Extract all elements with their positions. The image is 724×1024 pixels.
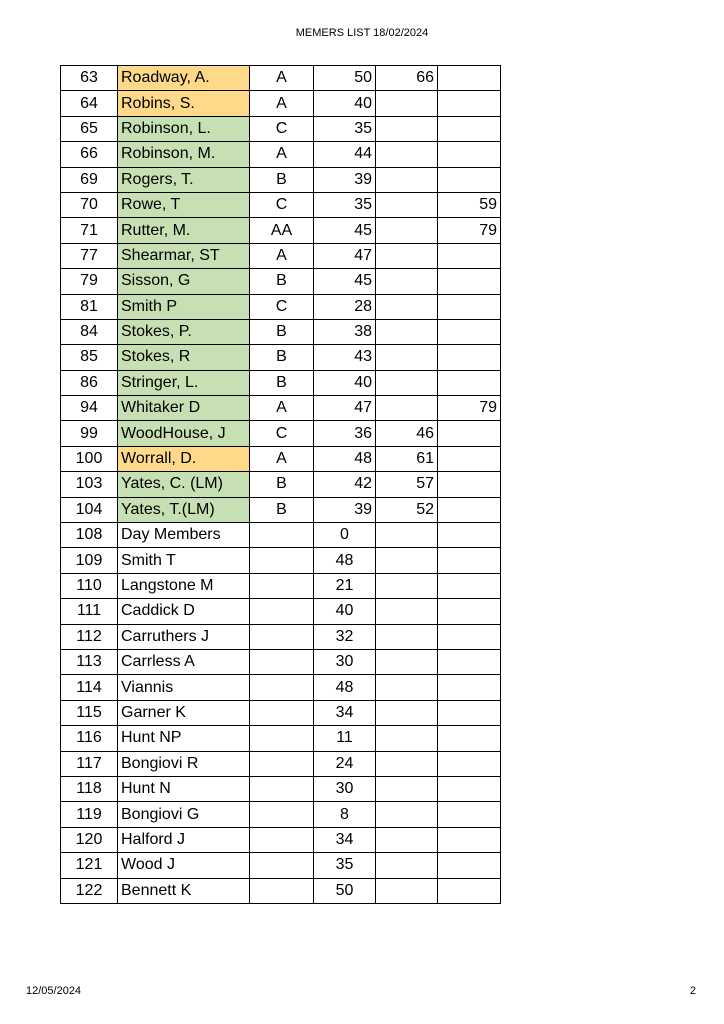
member-grade-cell: B: [250, 345, 314, 370]
member-extra2-cell: [438, 142, 501, 167]
member-name-cell: Langstone M: [118, 573, 250, 598]
table-row: [61, 599, 501, 624]
member-extra2-cell: [438, 776, 501, 801]
member-number-cell: 112: [61, 624, 118, 649]
table-row: [61, 116, 501, 141]
member-number-cell: 121: [61, 853, 118, 878]
member-grade-cell: AA: [250, 218, 314, 243]
member-value-cell: 28: [314, 294, 376, 319]
member-name-cell: Carruthers J: [118, 624, 250, 649]
member-extra2-cell: [438, 523, 501, 548]
member-extra2-cell: [438, 243, 501, 268]
member-value-cell: 11: [314, 726, 376, 751]
member-number-cell: 64: [61, 91, 118, 116]
member-number-cell: 119: [61, 802, 118, 827]
member-name-cell: Wood J: [118, 853, 250, 878]
member-number-cell: 66: [61, 142, 118, 167]
member-value-cell: 36: [314, 421, 376, 446]
table-row: [61, 142, 501, 167]
member-grade-cell: A: [250, 446, 314, 471]
member-name-cell: Stringer, L.: [118, 370, 250, 395]
member-number-cell: 71: [61, 218, 118, 243]
member-extra1-cell: 66: [376, 66, 438, 91]
member-extra1-cell: [376, 624, 438, 649]
member-name-cell: Halford J: [118, 827, 250, 852]
member-grade-cell: [250, 776, 314, 801]
table-row: [61, 497, 501, 522]
table-row: [61, 294, 501, 319]
member-extra2-cell: [438, 802, 501, 827]
member-name-cell: Yates, C. (LM): [118, 472, 250, 497]
member-extra1-cell: [376, 91, 438, 116]
member-name-cell: Robins, S.: [118, 91, 250, 116]
member-value-cell: 35: [314, 192, 376, 217]
member-grade-cell: B: [250, 269, 314, 294]
table-row: [61, 853, 501, 878]
member-grade-cell: [250, 827, 314, 852]
member-extra2-cell: 79: [438, 396, 501, 421]
member-extra1-cell: [376, 294, 438, 319]
member-value-cell: 0: [314, 523, 376, 548]
member-extra2-cell: [438, 167, 501, 192]
table-row: [61, 573, 501, 598]
member-extra2-cell: [438, 319, 501, 344]
member-extra1-cell: 61: [376, 446, 438, 471]
member-extra2-cell: [438, 497, 501, 522]
member-grade-cell: B: [250, 472, 314, 497]
member-number-cell: 108: [61, 523, 118, 548]
member-value-cell: 35: [314, 853, 376, 878]
member-name-cell: Smith T: [118, 548, 250, 573]
member-number-cell: 122: [61, 878, 118, 903]
member-grade-cell: [250, 751, 314, 776]
member-number-cell: 81: [61, 294, 118, 319]
member-value-cell: 43: [314, 345, 376, 370]
member-name-cell: Caddick D: [118, 599, 250, 624]
footer-date: 12/05/2024: [26, 985, 82, 997]
member-name-cell: Worrall, D.: [118, 446, 250, 471]
table-row: [61, 726, 501, 751]
table-row: [61, 624, 501, 649]
member-extra2-cell: [438, 421, 501, 446]
member-extra1-cell: [376, 269, 438, 294]
table-row: [61, 827, 501, 852]
member-name-cell: Rogers, T.: [118, 167, 250, 192]
table-row: [61, 523, 501, 548]
member-extra1-cell: [376, 396, 438, 421]
member-extra1-cell: [376, 167, 438, 192]
table-row: [61, 446, 501, 471]
member-name-cell: Hunt N: [118, 776, 250, 801]
member-extra1-cell: [376, 599, 438, 624]
member-grade-cell: C: [250, 294, 314, 319]
member-extra2-cell: [438, 370, 501, 395]
member-extra2-cell: [438, 599, 501, 624]
table-row: [61, 192, 501, 217]
member-extra1-cell: [376, 776, 438, 801]
member-extra2-cell: [438, 573, 501, 598]
member-extra1-cell: [376, 142, 438, 167]
member-grade-cell: C: [250, 192, 314, 217]
member-grade-cell: C: [250, 421, 314, 446]
member-number-cell: 100: [61, 446, 118, 471]
member-grade-cell: B: [250, 497, 314, 522]
member-extra2-cell: [438, 91, 501, 116]
table-row: [61, 370, 501, 395]
member-number-cell: 118: [61, 776, 118, 801]
member-name-cell: Hunt NP: [118, 726, 250, 751]
member-number-cell: 115: [61, 700, 118, 725]
member-name-cell: Bennett K: [118, 878, 250, 903]
member-name-cell: Day Members: [118, 523, 250, 548]
member-grade-cell: [250, 523, 314, 548]
member-extra1-cell: [376, 523, 438, 548]
member-number-cell: 79: [61, 269, 118, 294]
page-title: MEMERS LIST 18/02/2024: [295, 27, 429, 39]
table-row: [61, 649, 501, 674]
member-extra2-cell: [438, 675, 501, 700]
member-number-cell: 69: [61, 167, 118, 192]
table-row: [61, 878, 501, 903]
member-name-cell: Bongiovi G: [118, 802, 250, 827]
member-grade-cell: A: [250, 91, 314, 116]
member-extra1-cell: [376, 726, 438, 751]
table-row: [61, 700, 501, 725]
member-value-cell: 34: [314, 700, 376, 725]
member-value-cell: 30: [314, 649, 376, 674]
member-extra2-cell: 59: [438, 192, 501, 217]
table-row: [61, 243, 501, 268]
table-row: [61, 91, 501, 116]
member-name-cell: Carrless A: [118, 649, 250, 674]
member-extra1-cell: [376, 675, 438, 700]
member-grade-cell: A: [250, 396, 314, 421]
member-value-cell: 38: [314, 319, 376, 344]
member-value-cell: 44: [314, 142, 376, 167]
table-row: [61, 396, 501, 421]
member-grade-cell: A: [250, 142, 314, 167]
member-number-cell: 114: [61, 675, 118, 700]
member-extra2-cell: [438, 853, 501, 878]
member-name-cell: Garner K: [118, 700, 250, 725]
member-extra2-cell: [438, 345, 501, 370]
member-number-cell: 109: [61, 548, 118, 573]
member-value-cell: 45: [314, 218, 376, 243]
member-value-cell: 48: [314, 446, 376, 471]
member-grade-cell: B: [250, 167, 314, 192]
member-extra2-cell: [438, 548, 501, 573]
table-row: [61, 319, 501, 344]
member-grade-cell: [250, 853, 314, 878]
member-number-cell: 86: [61, 370, 118, 395]
member-value-cell: 21: [314, 573, 376, 598]
member-name-cell: Smith P: [118, 294, 250, 319]
table-row: [61, 167, 501, 192]
member-extra2-cell: [438, 116, 501, 141]
member-number-cell: 117: [61, 751, 118, 776]
member-value-cell: 45: [314, 269, 376, 294]
member-grade-cell: B: [250, 370, 314, 395]
table-row: [61, 66, 501, 91]
member-extra2-cell: [438, 700, 501, 725]
member-number-cell: 110: [61, 573, 118, 598]
member-extra2-cell: [438, 726, 501, 751]
member-number-cell: 85: [61, 345, 118, 370]
page-number: 2: [689, 985, 696, 997]
member-number-cell: 116: [61, 726, 118, 751]
member-extra2-cell: [438, 878, 501, 903]
member-value-cell: 39: [314, 167, 376, 192]
member-grade-cell: [250, 878, 314, 903]
member-value-cell: 40: [314, 370, 376, 395]
member-grade-cell: A: [250, 243, 314, 268]
member-extra1-cell: [376, 243, 438, 268]
member-value-cell: 50: [314, 66, 376, 91]
table-row: [61, 776, 501, 801]
member-name-cell: Roadway, A.: [118, 66, 250, 91]
member-number-cell: 103: [61, 472, 118, 497]
table-row: [61, 345, 501, 370]
table-row: [61, 802, 501, 827]
member-name-cell: Shearmar, ST: [118, 243, 250, 268]
member-value-cell: 35: [314, 116, 376, 141]
member-extra2-cell: [438, 751, 501, 776]
member-name-cell: Bongiovi R: [118, 751, 250, 776]
member-grade-cell: [250, 599, 314, 624]
member-name-cell: Stokes, R: [118, 345, 250, 370]
member-grade-cell: [250, 649, 314, 674]
member-value-cell: 42: [314, 472, 376, 497]
member-value-cell: 30: [314, 776, 376, 801]
member-grade-cell: [250, 548, 314, 573]
table-row: [61, 472, 501, 497]
member-number-cell: 70: [61, 192, 118, 217]
members-table-body: [61, 66, 501, 904]
member-extra2-cell: [438, 294, 501, 319]
member-extra1-cell: [376, 319, 438, 344]
member-grade-cell: [250, 802, 314, 827]
member-number-cell: 65: [61, 116, 118, 141]
member-name-cell: Robinson, L.: [118, 116, 250, 141]
member-extra1-cell: [376, 827, 438, 852]
table-row: [61, 548, 501, 573]
member-extra1-cell: [376, 700, 438, 725]
member-name-cell: Viannis: [118, 675, 250, 700]
member-extra2-cell: 79: [438, 218, 501, 243]
member-extra2-cell: [438, 649, 501, 674]
member-name-cell: Yates, T.(LM): [118, 497, 250, 522]
member-value-cell: 40: [314, 91, 376, 116]
member-value-cell: 50: [314, 878, 376, 903]
table-row: [61, 675, 501, 700]
member-value-cell: 34: [314, 827, 376, 852]
member-grade-cell: [250, 675, 314, 700]
member-extra2-cell: [438, 827, 501, 852]
member-extra2-cell: [438, 66, 501, 91]
member-number-cell: 113: [61, 649, 118, 674]
member-extra1-cell: [376, 192, 438, 217]
table-row: [61, 269, 501, 294]
member-number-cell: 77: [61, 243, 118, 268]
member-grade-cell: C: [250, 116, 314, 141]
member-extra1-cell: 57: [376, 472, 438, 497]
member-value-cell: 24: [314, 751, 376, 776]
member-number-cell: 120: [61, 827, 118, 852]
member-extra1-cell: [376, 218, 438, 243]
table-row: [61, 421, 501, 446]
member-grade-cell: [250, 573, 314, 598]
member-extra2-cell: [438, 269, 501, 294]
member-value-cell: 48: [314, 675, 376, 700]
member-name-cell: Stokes, P.: [118, 319, 250, 344]
member-name-cell: Robinson, M.: [118, 142, 250, 167]
member-value-cell: 40: [314, 599, 376, 624]
member-value-cell: 39: [314, 497, 376, 522]
member-extra2-cell: [438, 472, 501, 497]
member-grade-cell: A: [250, 66, 314, 91]
member-value-cell: 47: [314, 396, 376, 421]
member-grade-cell: [250, 624, 314, 649]
member-extra1-cell: [376, 116, 438, 141]
member-value-cell: 47: [314, 243, 376, 268]
member-extra1-cell: [376, 853, 438, 878]
member-name-cell: Sisson, G: [118, 269, 250, 294]
member-grade-cell: [250, 700, 314, 725]
member-number-cell: 104: [61, 497, 118, 522]
member-extra1-cell: [376, 345, 438, 370]
member-extra1-cell: 46: [376, 421, 438, 446]
member-grade-cell: B: [250, 319, 314, 344]
table-row: [61, 218, 501, 243]
member-number-cell: 99: [61, 421, 118, 446]
member-value-cell: 32: [314, 624, 376, 649]
table-row: [61, 751, 501, 776]
members-table: [60, 65, 501, 904]
member-number-cell: 84: [61, 319, 118, 344]
member-name-cell: Rutter, M.: [118, 218, 250, 243]
member-grade-cell: [250, 726, 314, 751]
member-extra1-cell: [376, 751, 438, 776]
member-number-cell: 94: [61, 396, 118, 421]
member-extra1-cell: [376, 878, 438, 903]
member-extra1-cell: [376, 548, 438, 573]
member-name-cell: WoodHouse, J: [118, 421, 250, 446]
member-name-cell: Whitaker D: [118, 396, 250, 421]
member-extra1-cell: [376, 370, 438, 395]
member-number-cell: 111: [61, 599, 118, 624]
member-extra1-cell: [376, 649, 438, 674]
member-extra1-cell: 52: [376, 497, 438, 522]
member-number-cell: 63: [61, 66, 118, 91]
member-extra2-cell: [438, 624, 501, 649]
member-value-cell: 8: [314, 802, 376, 827]
member-extra1-cell: [376, 573, 438, 598]
member-name-cell: Rowe, T: [118, 192, 250, 217]
member-value-cell: 48: [314, 548, 376, 573]
member-extra1-cell: [376, 802, 438, 827]
member-extra2-cell: [438, 446, 501, 471]
